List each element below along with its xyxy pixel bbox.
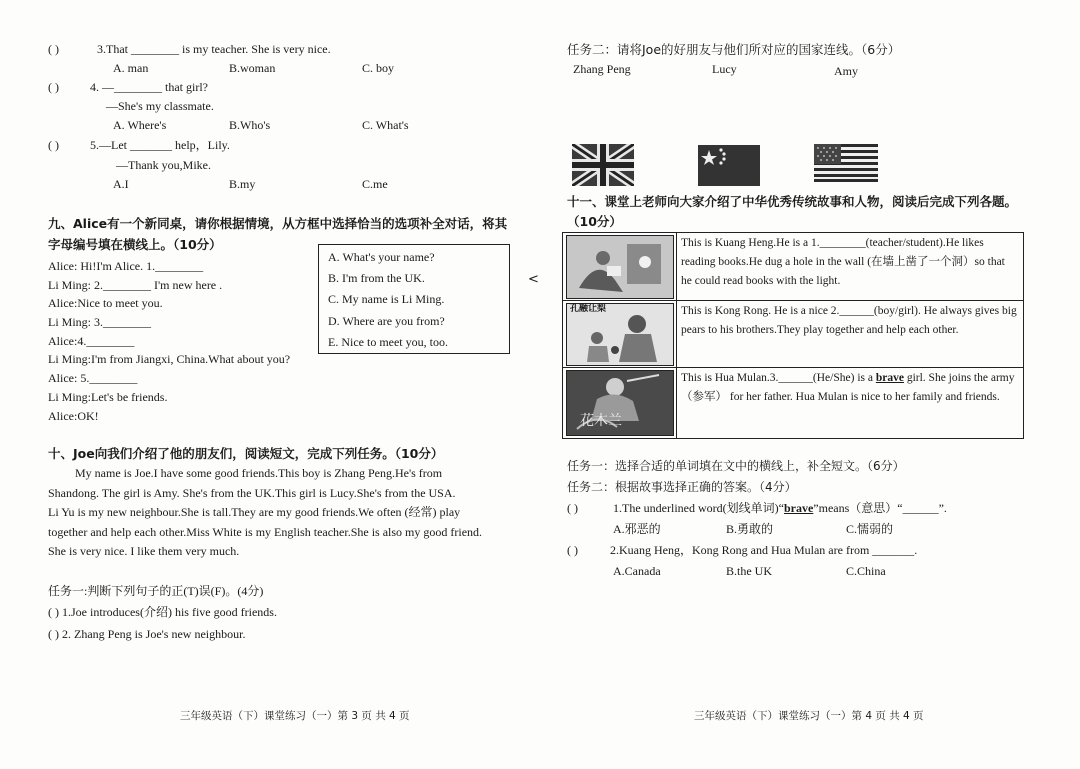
question-text: 2.Kuang Heng，Kong Rong and Hua Mulan are from _______. xyxy=(610,543,918,557)
option-c: C.China xyxy=(846,564,886,578)
page-footer: 三年级英语（下）课堂练习（一）第 3 页 共 4 页 xyxy=(180,710,410,722)
option-b: B.woman xyxy=(229,61,276,75)
section-title-cont: （10分） xyxy=(567,214,622,229)
page-footer: 三年级英语（下）课堂练习（一）第 4 页 共 4 页 xyxy=(694,710,924,722)
friend-name[interactable]: Amy xyxy=(834,64,858,78)
page-divider-mark: < xyxy=(528,272,539,287)
dialog-line: Li Ming:I'm from Jiangxi, China.What about you? xyxy=(48,352,291,366)
paragraph-line: together and help each other.Miss White is my English teacher.She is also my good friend. xyxy=(48,525,483,539)
task-title: 任务二：根据故事选择正确的答案。（4分） xyxy=(567,480,797,494)
section-title: 十一、课堂上老师向大家介绍了中华优秀传统故事和人物，阅读后完成下列各题。 xyxy=(567,194,1018,209)
illustration-caption: 花木兰 xyxy=(580,413,622,429)
answer-paren[interactable]: ( ) xyxy=(48,42,59,56)
option-c: C. boy xyxy=(362,61,395,75)
question-text xyxy=(613,501,947,516)
task-title: 任务一：选择合适的单词填在文中的横线上，补全短文。（6分） xyxy=(567,459,905,473)
answer-paren[interactable]: ( ) xyxy=(48,80,59,94)
true-false-item[interactable]: ( ) 1.Joe introduces(介绍) his five good friends. xyxy=(48,605,277,619)
option-item: E. Nice to meet you, too. xyxy=(328,335,448,349)
option-a: A.I xyxy=(113,177,129,191)
option-a: A. man xyxy=(113,61,149,75)
friend-name[interactable]: Lucy xyxy=(712,62,737,76)
paragraph-line: Li Yu is my new neighbour.She is tall.They are my good friends.We often (经常) play xyxy=(48,505,461,519)
answer-paren[interactable]: ( ) xyxy=(48,138,59,152)
usa-flag-icon[interactable] xyxy=(814,144,878,182)
dialog-line: Li Ming: 2.________ I'm new here . xyxy=(48,278,223,292)
option-b: B.Who's xyxy=(229,118,271,132)
paragraph-line: My name is Joe.I have some good friends.This boy is Zhang Peng.He's from xyxy=(75,466,443,480)
dialog-line: Li Ming: 3.________ xyxy=(48,315,152,329)
option-a: A. Where's xyxy=(113,118,167,132)
story-text-part: This is Hua Mulan.3.______(He/She) is a xyxy=(681,372,876,384)
friend-name[interactable]: Zhang Peng xyxy=(573,62,631,76)
question-reply: —She's my classmate. xyxy=(106,99,214,113)
table-divider xyxy=(562,367,1023,368)
question-text: 4. —________ that girl? xyxy=(90,80,208,94)
story-text-kuang-heng: This is Kuang Heng.He is a 1.________(teacher/student).He likes reading books.He dug a hole in the wall (在墙上凿了一个洞）so that he could read books with the light. xyxy=(681,237,1005,287)
answer-paren[interactable]: ( ) xyxy=(567,501,578,515)
paragraph-line: She is very nice. I like them very much. xyxy=(48,544,240,558)
option-b: B.勇敢的 xyxy=(726,522,774,536)
question-text: 3.That ________ is my teacher. She is very nice. xyxy=(97,42,331,56)
kuang-heng-illustration xyxy=(566,235,674,299)
underlined-word: brave xyxy=(875,372,904,384)
dialog-line: Alice:4.________ xyxy=(48,334,135,348)
option-b: B.my xyxy=(229,177,256,191)
dialog-line: Alice:Nice to meet you. xyxy=(48,296,163,310)
dialog-line: Alice:OK! xyxy=(48,409,99,423)
section-title: 九、Alice有一个新同桌，请你根据情境，从方框中选择恰当的选项补全对话，将其 xyxy=(48,216,508,231)
uk-flag-icon[interactable] xyxy=(572,144,634,186)
dialog-line: Alice: 5.________ xyxy=(48,371,138,385)
answer-paren[interactable]: ( ) xyxy=(567,543,578,557)
story-text-kong-rong: This is Kong Rong. He is a nice 2.______(boy/girl). He always gives big pears to his brothers.They play together and help each other. xyxy=(681,305,1017,336)
underlined-word: brave xyxy=(783,501,814,515)
option-b: B.the UK xyxy=(726,564,772,578)
question-reply: —Thank you,Mike. xyxy=(116,158,211,172)
option-item: A. What's your name? xyxy=(328,250,435,264)
china-flag-icon[interactable] xyxy=(698,145,760,186)
option-a: A.Canada xyxy=(613,564,661,578)
story-text-part: girl. She joins the army（参军） for her father. Hua Mulan is nice to her family and friends. xyxy=(681,372,1015,403)
question-text: 5.—Let _______ help，Lily. xyxy=(90,138,230,152)
illustration-caption: 孔融让梨 xyxy=(570,304,607,314)
option-item: B. I'm from the UK. xyxy=(328,271,425,285)
option-item: C. My name is Li Ming. xyxy=(328,292,445,306)
table-divider xyxy=(562,300,1023,301)
true-false-item[interactable]: ( ) 2. Zhang Peng is Joe's new neighbour. xyxy=(48,627,246,641)
paragraph-line: Shandong. The girl is Amy. She's from the UK.This girl is Lucy.She's from the USA. xyxy=(48,486,456,500)
question-text-part: 1.The underlined word(划线单词)“ xyxy=(613,501,784,515)
option-a: A.邪恶的 xyxy=(613,522,661,536)
dialog-line: Alice: Hi!I'm Alice. 1.________ xyxy=(48,259,204,273)
dialog-line: Li Ming:Let's be friends. xyxy=(48,390,168,404)
option-c: C.me xyxy=(362,177,388,191)
task-title: 任务二：请将Joe的好朋友与他们所对应的国家连线。（6分） xyxy=(567,42,901,57)
table-column-divider xyxy=(676,232,677,438)
option-c: C. What's xyxy=(362,118,409,132)
section-title: 十、Joe向我们介绍了他的朋友们，阅读短文，完成下列任务。（10分） xyxy=(48,446,444,461)
option-item: D. Where are you from? xyxy=(328,314,445,328)
question-text-part: ”means（意思）“______”. xyxy=(813,501,947,515)
section-title-cont: 字母编号填在横线上。（10分） xyxy=(48,237,222,252)
story-text-hua-mulan xyxy=(681,369,1017,407)
task-title: 任务一:判断下列句子的正(T)误(F)。(4分) xyxy=(48,584,264,598)
option-c: C.懦弱的 xyxy=(846,522,894,536)
